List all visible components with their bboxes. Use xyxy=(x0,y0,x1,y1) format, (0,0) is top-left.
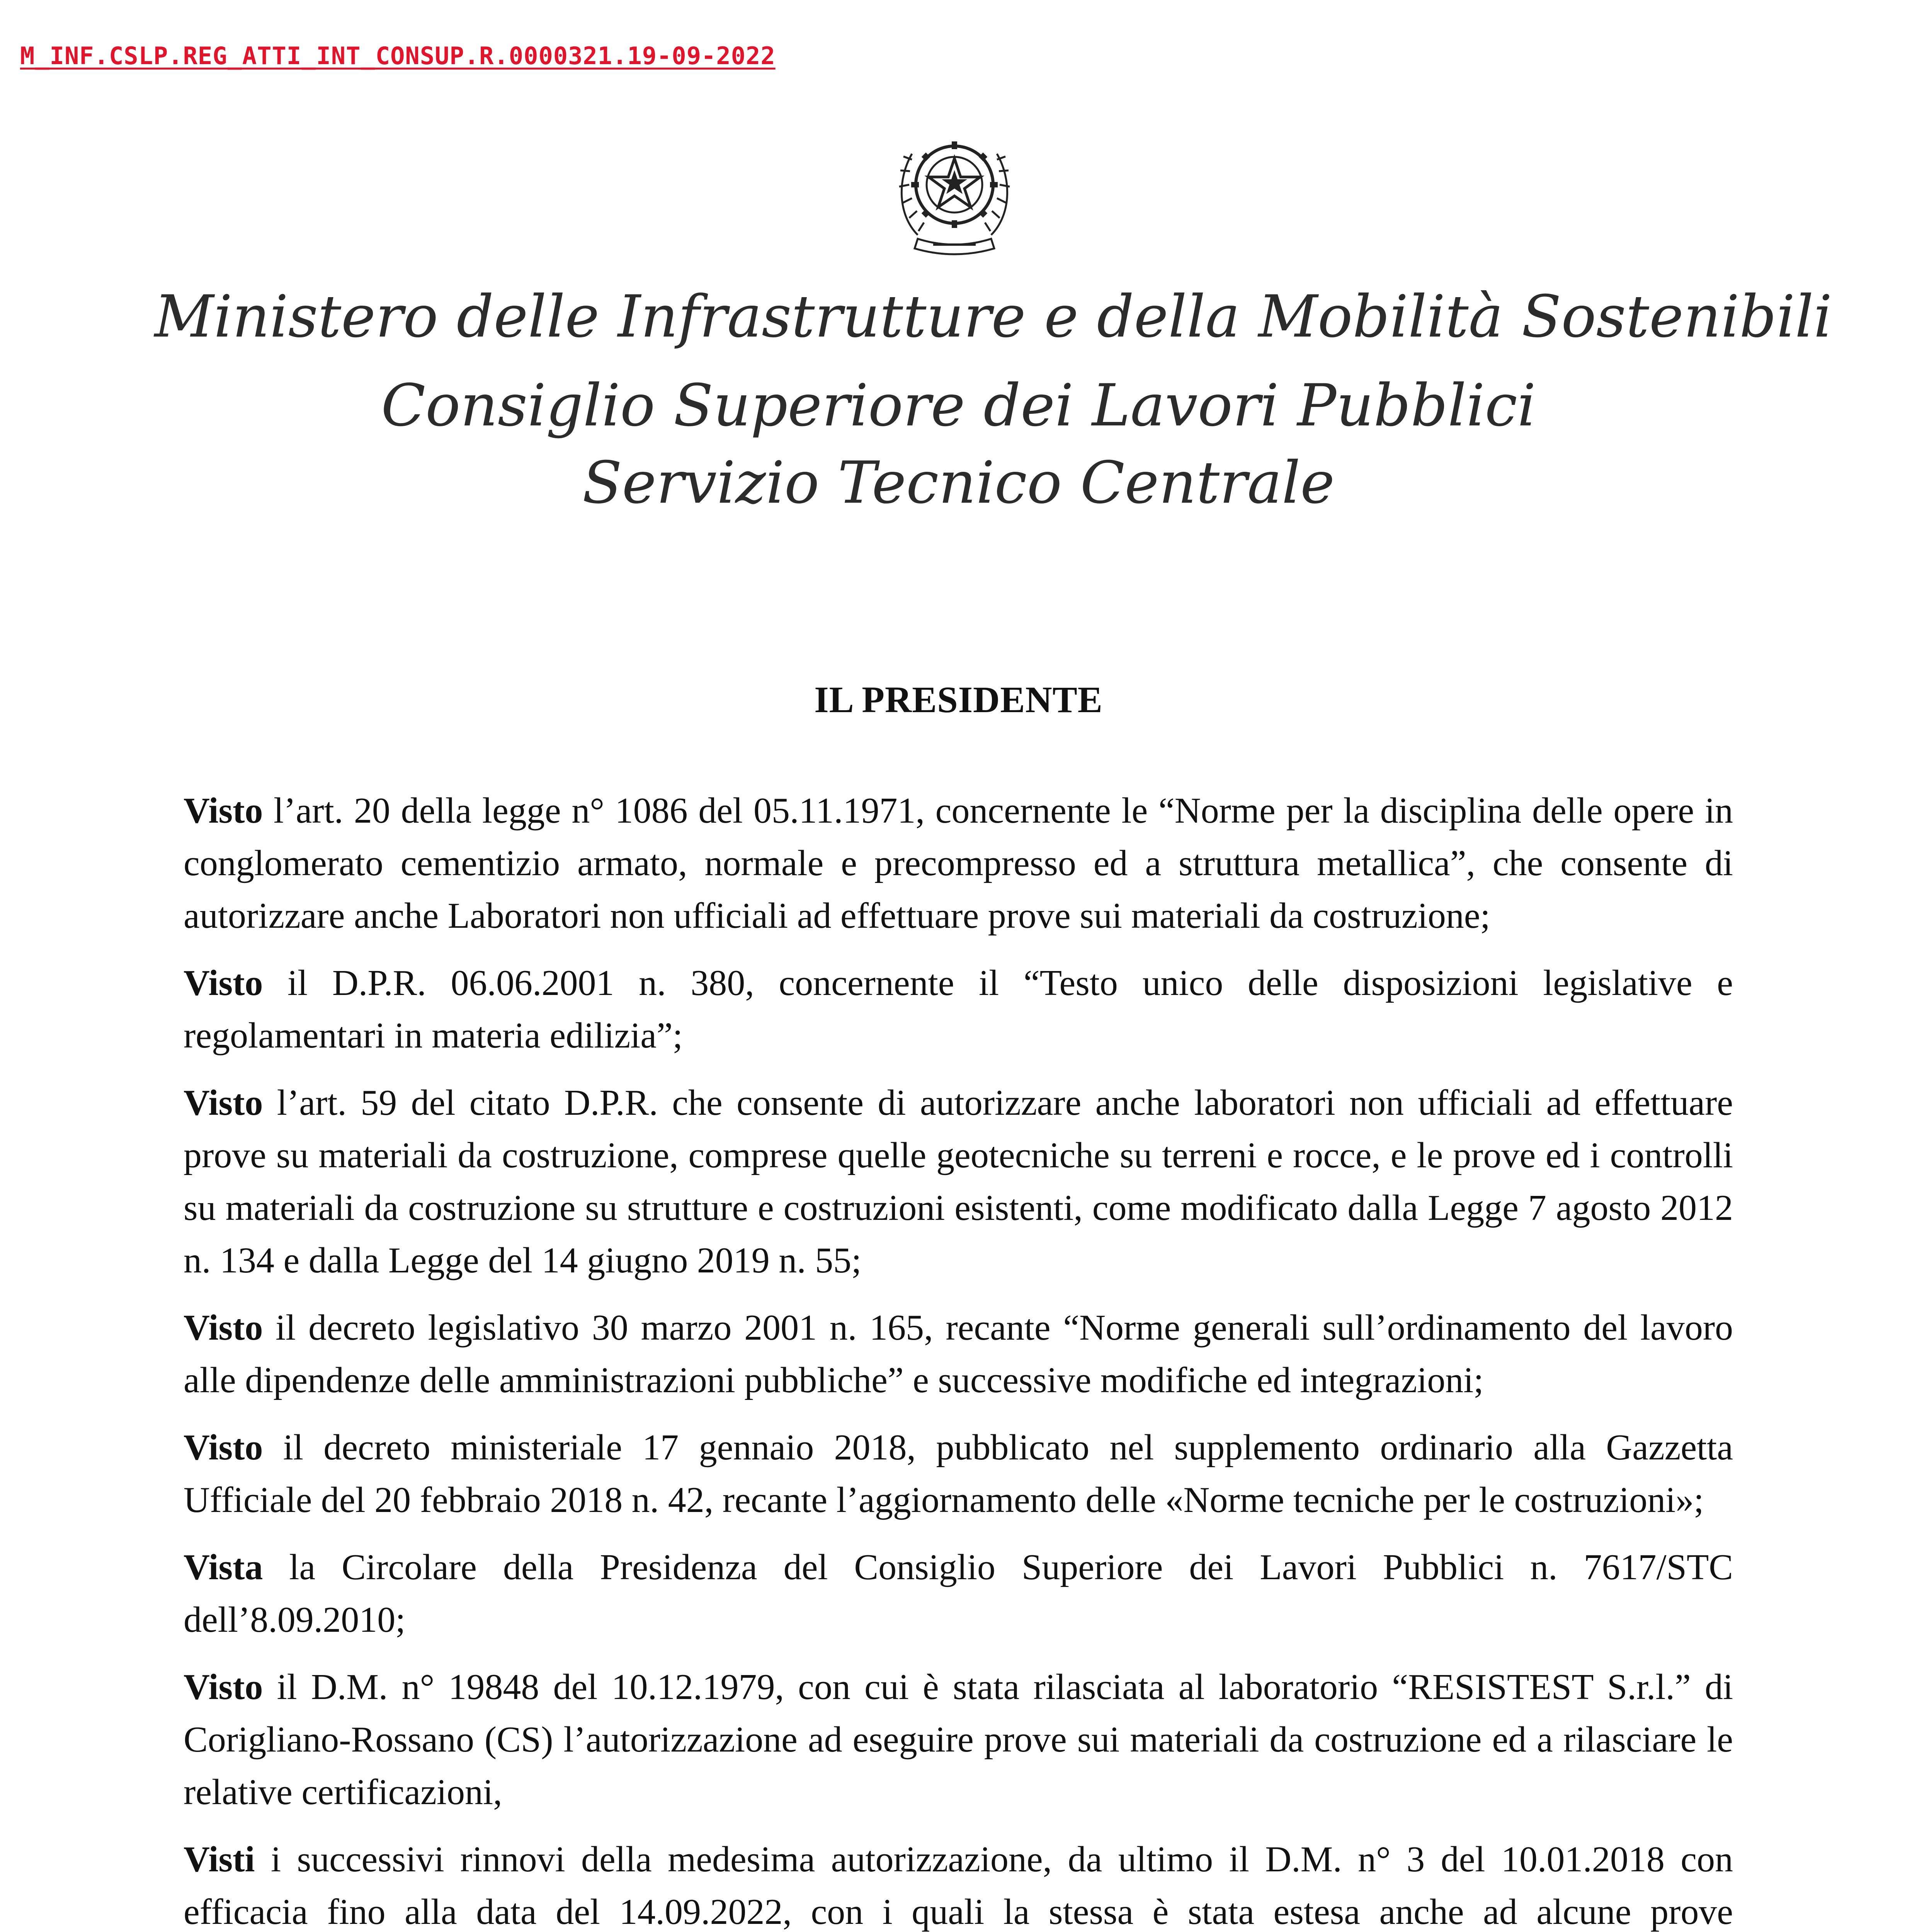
paragraph xyxy=(184,1833,1733,1932)
italian-republic-emblem-icon xyxy=(891,123,1018,260)
paragraph-lead: Visto xyxy=(184,1083,263,1123)
paragraph-text: il D.P.R. 06.06.2001 n. 380, concernente il “Testo unico delle disposizioni legislative e regolamentari in materia edilizia”; xyxy=(184,963,1733,1056)
paragraph xyxy=(184,1077,1733,1287)
paragraph-text: il decreto ministeriale 17 gennaio 2018, pubblicato nel supplemento ordinario alla Gazzetta Ufficiale del 20 febbraio 2018 n. 42, recante l’aggiornamento delle «Norme tecniche per le costruzioni»; xyxy=(184,1427,1733,1520)
paragraph-lead: Visti xyxy=(184,1839,255,1879)
paragraph-lead: Visto xyxy=(184,1308,263,1348)
paragraph xyxy=(184,784,1733,942)
ministry-name: Ministero delle Infrastrutture e della Mobilità Sostenibili xyxy=(154,283,1832,350)
paragraph-lead: Visto xyxy=(184,791,263,831)
paragraph-text: l’art. 20 della legge n° 1086 del 05.11.1971, concernente le “Norme per la disciplina delle opere in conglomerato cementizio armato, normale e precompresso ed a struttura metallica”, che consente di autorizzare anche Laboratori non ufficiali ad effettuare prove sui materiali da costruzione; xyxy=(184,791,1733,936)
paragraph-lead: Visto xyxy=(184,963,263,1003)
paragraph-lead: Visto xyxy=(184,1427,263,1468)
paragraph-text: il D.M. n° 19848 del 10.12.1979, con cui è stata rilasciata al laboratorio “RESISTEST S.r.l.” di Corigliano-Rossano (CS) l’autorizzazione ad eseguire prove sui materiali da costruzione ed a rilasciare le relative certificazioni, xyxy=(184,1667,1733,1812)
council-name: Consiglio Superiore dei Lavori Pubblici xyxy=(381,372,1536,439)
paragraph xyxy=(184,1661,1733,1818)
protocol-number: M_INF.CSLP.REG_ATTI_INT_CONSUP.R.0000321.19-09-2022 xyxy=(20,42,776,70)
paragraph-text: il decreto legislativo 30 marzo 2001 n. 165, recante “Norme generali sull’ordinamento del lavoro alle dipendenze delle amministrazioni pubbliche” e successive modifiche ed integrazioni; xyxy=(184,1308,1733,1400)
paragraph-lead: Visto xyxy=(184,1667,263,1707)
paragraph xyxy=(184,957,1733,1062)
document-title: IL PRESIDENTE xyxy=(814,679,1103,720)
document-body xyxy=(184,784,1733,1932)
paragraph-text: i successivi rinnovi della medesima autorizzazione, da ultimo il D.M. n° 3 del 10.01.2018 con efficacia fino alla data del 14.09.2022, con i quali la stessa è stata estesa anche ad alcune prove xyxy=(184,1839,1733,1932)
paragraph xyxy=(184,1541,1733,1646)
paragraph xyxy=(184,1421,1733,1526)
paragraph-lead: Vista xyxy=(184,1547,263,1587)
service-name: Servizio Tecnico Centrale xyxy=(582,449,1335,517)
paragraph xyxy=(184,1301,1733,1406)
paragraph-text: l’art. 59 del citato D.P.R. che consente di autorizzare anche laboratori non ufficiali ad effettuare prove su materiali da costruzione, comprese quelle geotecniche su terreni e rocce, e le prove ed i controlli su materiali da costruzione su strutture e costruzioni esistenti, come modificato dalla Legge 7 agosto 2012 n. 134 e dalla Legge del 14 giugno 2019 n. 55; xyxy=(184,1083,1733,1281)
paragraph-text: la Circolare della Presidenza del Consiglio Superiore dei Lavori Pubblici n. 7617/STC dell’8.09.2010; xyxy=(184,1547,1733,1640)
